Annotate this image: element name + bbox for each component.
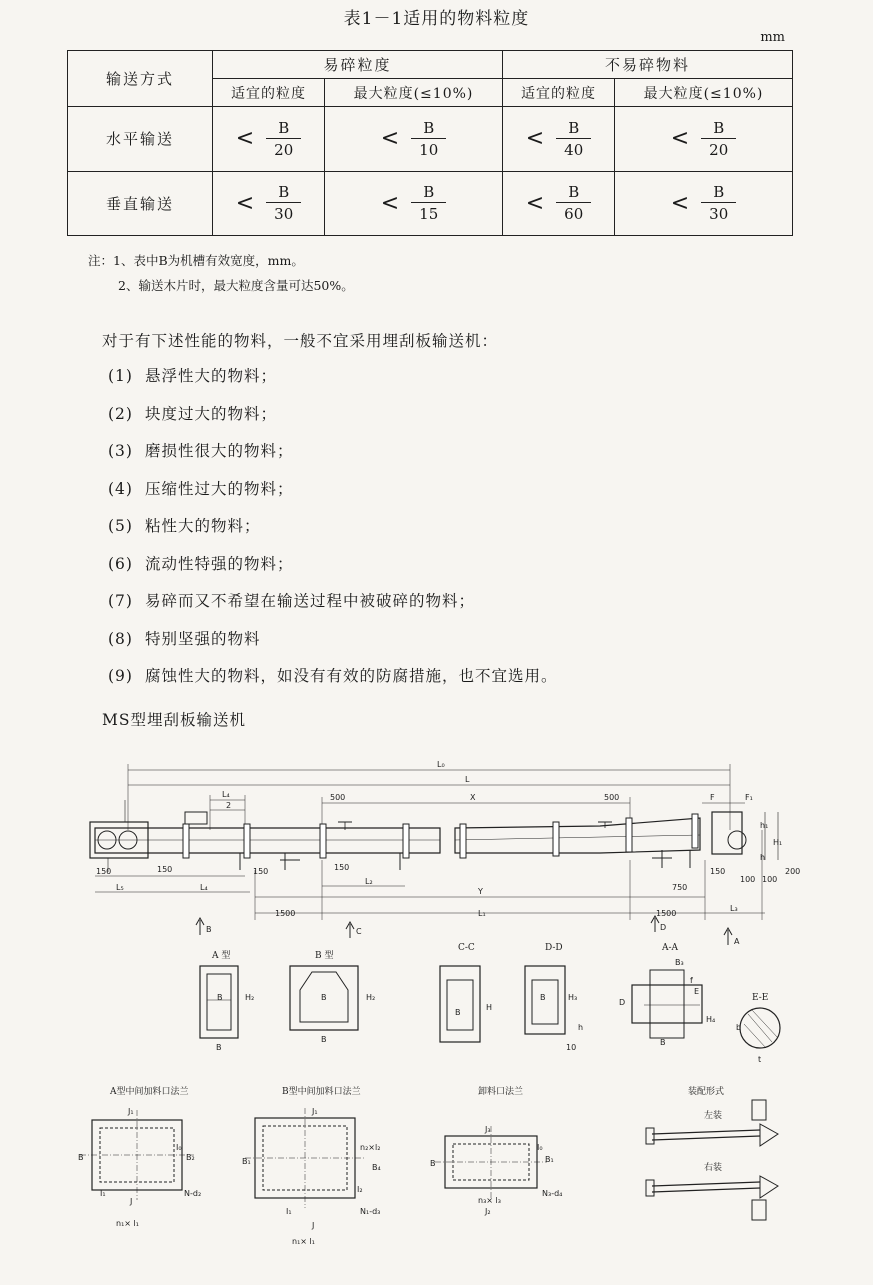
dim-150: 150 xyxy=(157,865,173,874)
view-10: 10 xyxy=(566,1043,577,1052)
dim-100: 100 xyxy=(762,875,778,884)
frac-den: 60 xyxy=(564,205,584,224)
section-D-arrow: D xyxy=(660,923,667,932)
less-than: < xyxy=(670,190,692,216)
dim-L2: L₂ xyxy=(365,877,373,886)
view-D: D xyxy=(619,998,626,1007)
col-method-header: 输送方式 xyxy=(68,51,213,107)
group-fragile-header: 易碎粒度 xyxy=(213,51,503,79)
less-than: < xyxy=(380,190,402,216)
list-item: (3) 磨损性很大的物料； xyxy=(108,442,294,460)
view-typeA-label: A 型 xyxy=(212,951,231,961)
dim-1500-right: 1500 xyxy=(656,909,677,918)
view-B: B xyxy=(321,993,327,1002)
dim-h: h xyxy=(760,853,766,862)
list-item: (6) 流动性特强的物料； xyxy=(108,554,294,573)
flange-n1l1: n₁× l₁ xyxy=(116,1219,139,1228)
list-item: (8) 特别坚强的物料 xyxy=(108,629,261,648)
dim-150: 150 xyxy=(710,867,726,876)
list-item: (9) 腐蚀性大的物料，如没有有效的防腐措施，也不宜选用。 xyxy=(108,667,558,685)
dim-L: L xyxy=(465,775,470,784)
flange-B: B xyxy=(78,1153,84,1162)
less-than: < xyxy=(235,190,257,216)
flange-J: J xyxy=(130,1197,133,1206)
flange-I1: I₁ xyxy=(286,1207,292,1216)
list-item: (7) 易碎而又不希望在输送过程中被破碎的物料； xyxy=(108,592,475,610)
flange-I0: I₀ xyxy=(537,1143,543,1152)
frac-den: 40 xyxy=(564,140,584,159)
view-DD-label: D-D xyxy=(545,943,563,953)
dim-L0: L₀ xyxy=(437,760,445,769)
view-CC-label: C-C xyxy=(458,943,475,953)
frac-num: B xyxy=(701,183,736,203)
frac-num: B xyxy=(266,119,301,139)
view-t: t xyxy=(758,1055,762,1064)
table-title: 表1－1适用的物料粒度 xyxy=(343,9,530,29)
frac-den: 30 xyxy=(274,205,294,224)
list-item: (2) 块度过大的物料； xyxy=(108,404,277,423)
list-item: (5) 粘性大的物料； xyxy=(108,517,261,535)
view-H: H xyxy=(486,1003,493,1012)
dim-150: 150 xyxy=(334,863,350,872)
section-B-arrow: B xyxy=(206,925,212,934)
view-B: B xyxy=(217,993,223,1002)
flange-N3d4: N₃-d₄ xyxy=(542,1189,563,1198)
flange-B2: B₂ xyxy=(186,1153,195,1162)
sub-suitable-header: 适宜的粒度 xyxy=(502,79,614,107)
frac-num: B xyxy=(411,183,446,203)
view-f: f xyxy=(690,976,693,985)
dim-L4-lower: L₄ xyxy=(200,883,208,892)
assembly-right-label: 右装 xyxy=(704,1163,723,1173)
flange-n1l1: n₁× l₁ xyxy=(292,1237,315,1246)
dim-F: F xyxy=(710,793,715,802)
view-E: E xyxy=(694,987,700,996)
dim-1500-left: 1500 xyxy=(275,909,296,918)
view-AA-label: A-A xyxy=(662,943,679,953)
intro-paragraph: 对于有下述性能的物料，一般不宜采用埋刮板输送机： xyxy=(102,332,499,350)
row-label: 垂直输送 xyxy=(68,171,213,236)
note-1: 注：1、表中B为机槽有效宽度，mm。 xyxy=(88,253,304,268)
view-B: B xyxy=(455,1008,461,1017)
flange-J2: J₂ xyxy=(485,1207,491,1216)
frac-num: B xyxy=(556,119,591,139)
dim-Y: Y xyxy=(478,887,483,896)
frac-den: 20 xyxy=(274,140,294,159)
flange-Nd2: N-d₂ xyxy=(184,1189,202,1198)
flange-B1: B₁ xyxy=(242,1157,251,1166)
list-item: (1) 悬浮性大的物料； xyxy=(108,367,277,385)
flange-n2l2: n₂×l₂ xyxy=(360,1143,381,1152)
view-B: B xyxy=(216,1043,222,1052)
frac-num: B xyxy=(266,183,301,203)
section-A-arrow: A xyxy=(734,937,740,946)
sub-max-header: 最大粒度(≤10%) xyxy=(325,79,503,107)
dim-2: 2 xyxy=(226,801,232,810)
view-H4: H₄ xyxy=(706,1015,716,1024)
less-than: < xyxy=(525,190,547,216)
view-H3: H₃ xyxy=(568,993,578,1002)
group-nonfragile-header: 不易碎物料 xyxy=(502,51,792,79)
less-than: < xyxy=(380,126,402,152)
view-B: B xyxy=(321,1035,327,1044)
flange-B-caption: B型中间加料口法兰 xyxy=(282,1087,361,1097)
frac-num: B xyxy=(701,119,736,139)
frac-num: B xyxy=(556,183,591,203)
frac-den: 20 xyxy=(709,140,729,159)
note-2: 2、输送木片时，最大粒度含量可达50%。 xyxy=(118,278,354,293)
flange-N1d3: N₁-d₃ xyxy=(360,1207,381,1216)
dim-100: 100 xyxy=(740,875,756,884)
dim-h1: h₁ xyxy=(760,821,769,830)
flange-A-caption: A型中间加料口法兰 xyxy=(110,1087,189,1097)
view-B: B xyxy=(540,993,546,1002)
flange-J1: J₁ xyxy=(312,1107,318,1116)
dim-L1: L₁ xyxy=(478,909,486,918)
drawing-title: MS型埋刮板输送机 xyxy=(102,711,246,729)
cross-section-views xyxy=(200,943,780,1064)
dim-750: 750 xyxy=(672,883,688,892)
assembly-left-label: 左装 xyxy=(704,1111,723,1121)
list-item: (4) 压缩性过大的物料； xyxy=(108,479,294,498)
view-B3: B₃ xyxy=(675,958,684,967)
less-than: < xyxy=(235,126,257,152)
flange-views xyxy=(78,1085,778,1246)
dim-L3: L₃ xyxy=(730,904,738,913)
less-than: < xyxy=(670,126,692,152)
flange-C-caption: 卸料口法兰 xyxy=(478,1087,524,1097)
flange-J3: J₃ xyxy=(485,1125,491,1134)
dim-500-right: 500 xyxy=(604,793,620,802)
less-than: < xyxy=(525,126,547,152)
flange-I0: I₀ xyxy=(176,1143,182,1152)
dim-150: 150 xyxy=(96,867,112,876)
sub-suitable-header: 适宜的粒度 xyxy=(213,79,325,107)
frac-num: B xyxy=(411,119,446,139)
dim-500-left: 500 xyxy=(330,793,346,802)
frac-den: 10 xyxy=(419,140,439,159)
view-H2: H₂ xyxy=(366,993,376,1002)
dim-L5: L₅ xyxy=(116,883,124,892)
dim-X: X xyxy=(470,793,476,802)
dim-F1: F₁ xyxy=(745,793,753,802)
dim-150: 150 xyxy=(253,867,269,876)
view-b: b xyxy=(736,1023,742,1032)
flange-J1: J₁ xyxy=(128,1107,134,1116)
sub-max-header: 最大粒度(≤10%) xyxy=(614,79,792,107)
table-unit: mm xyxy=(760,30,785,45)
dim-H1: H₁ xyxy=(773,838,783,847)
flange-n3l3: n₃× l₃ xyxy=(478,1196,501,1205)
conveyor-elevation xyxy=(90,760,800,946)
dim-L4: L₄ xyxy=(222,790,230,799)
frac-den: 30 xyxy=(709,205,729,224)
flange-J: J xyxy=(312,1221,315,1230)
view-EE-label: E-E xyxy=(752,993,769,1003)
view-h: h xyxy=(578,1023,584,1032)
flange-D-caption: 装配形式 xyxy=(688,1087,725,1097)
flange-B1: B₁ xyxy=(545,1155,554,1164)
view-B: B xyxy=(660,1038,666,1047)
flange-I1: I₁ xyxy=(100,1189,106,1198)
flange-I2: I₂ xyxy=(357,1185,363,1194)
frac-den: 15 xyxy=(419,205,439,224)
view-typeB-label: B 型 xyxy=(315,951,334,961)
section-C-arrow: C xyxy=(356,927,362,936)
flange-B4: B₄ xyxy=(372,1163,381,1172)
dim-200: 200 xyxy=(785,867,801,876)
flange-B: B xyxy=(430,1159,436,1168)
view-H2: H₂ xyxy=(245,993,255,1002)
row-label: 水平输送 xyxy=(68,107,213,172)
